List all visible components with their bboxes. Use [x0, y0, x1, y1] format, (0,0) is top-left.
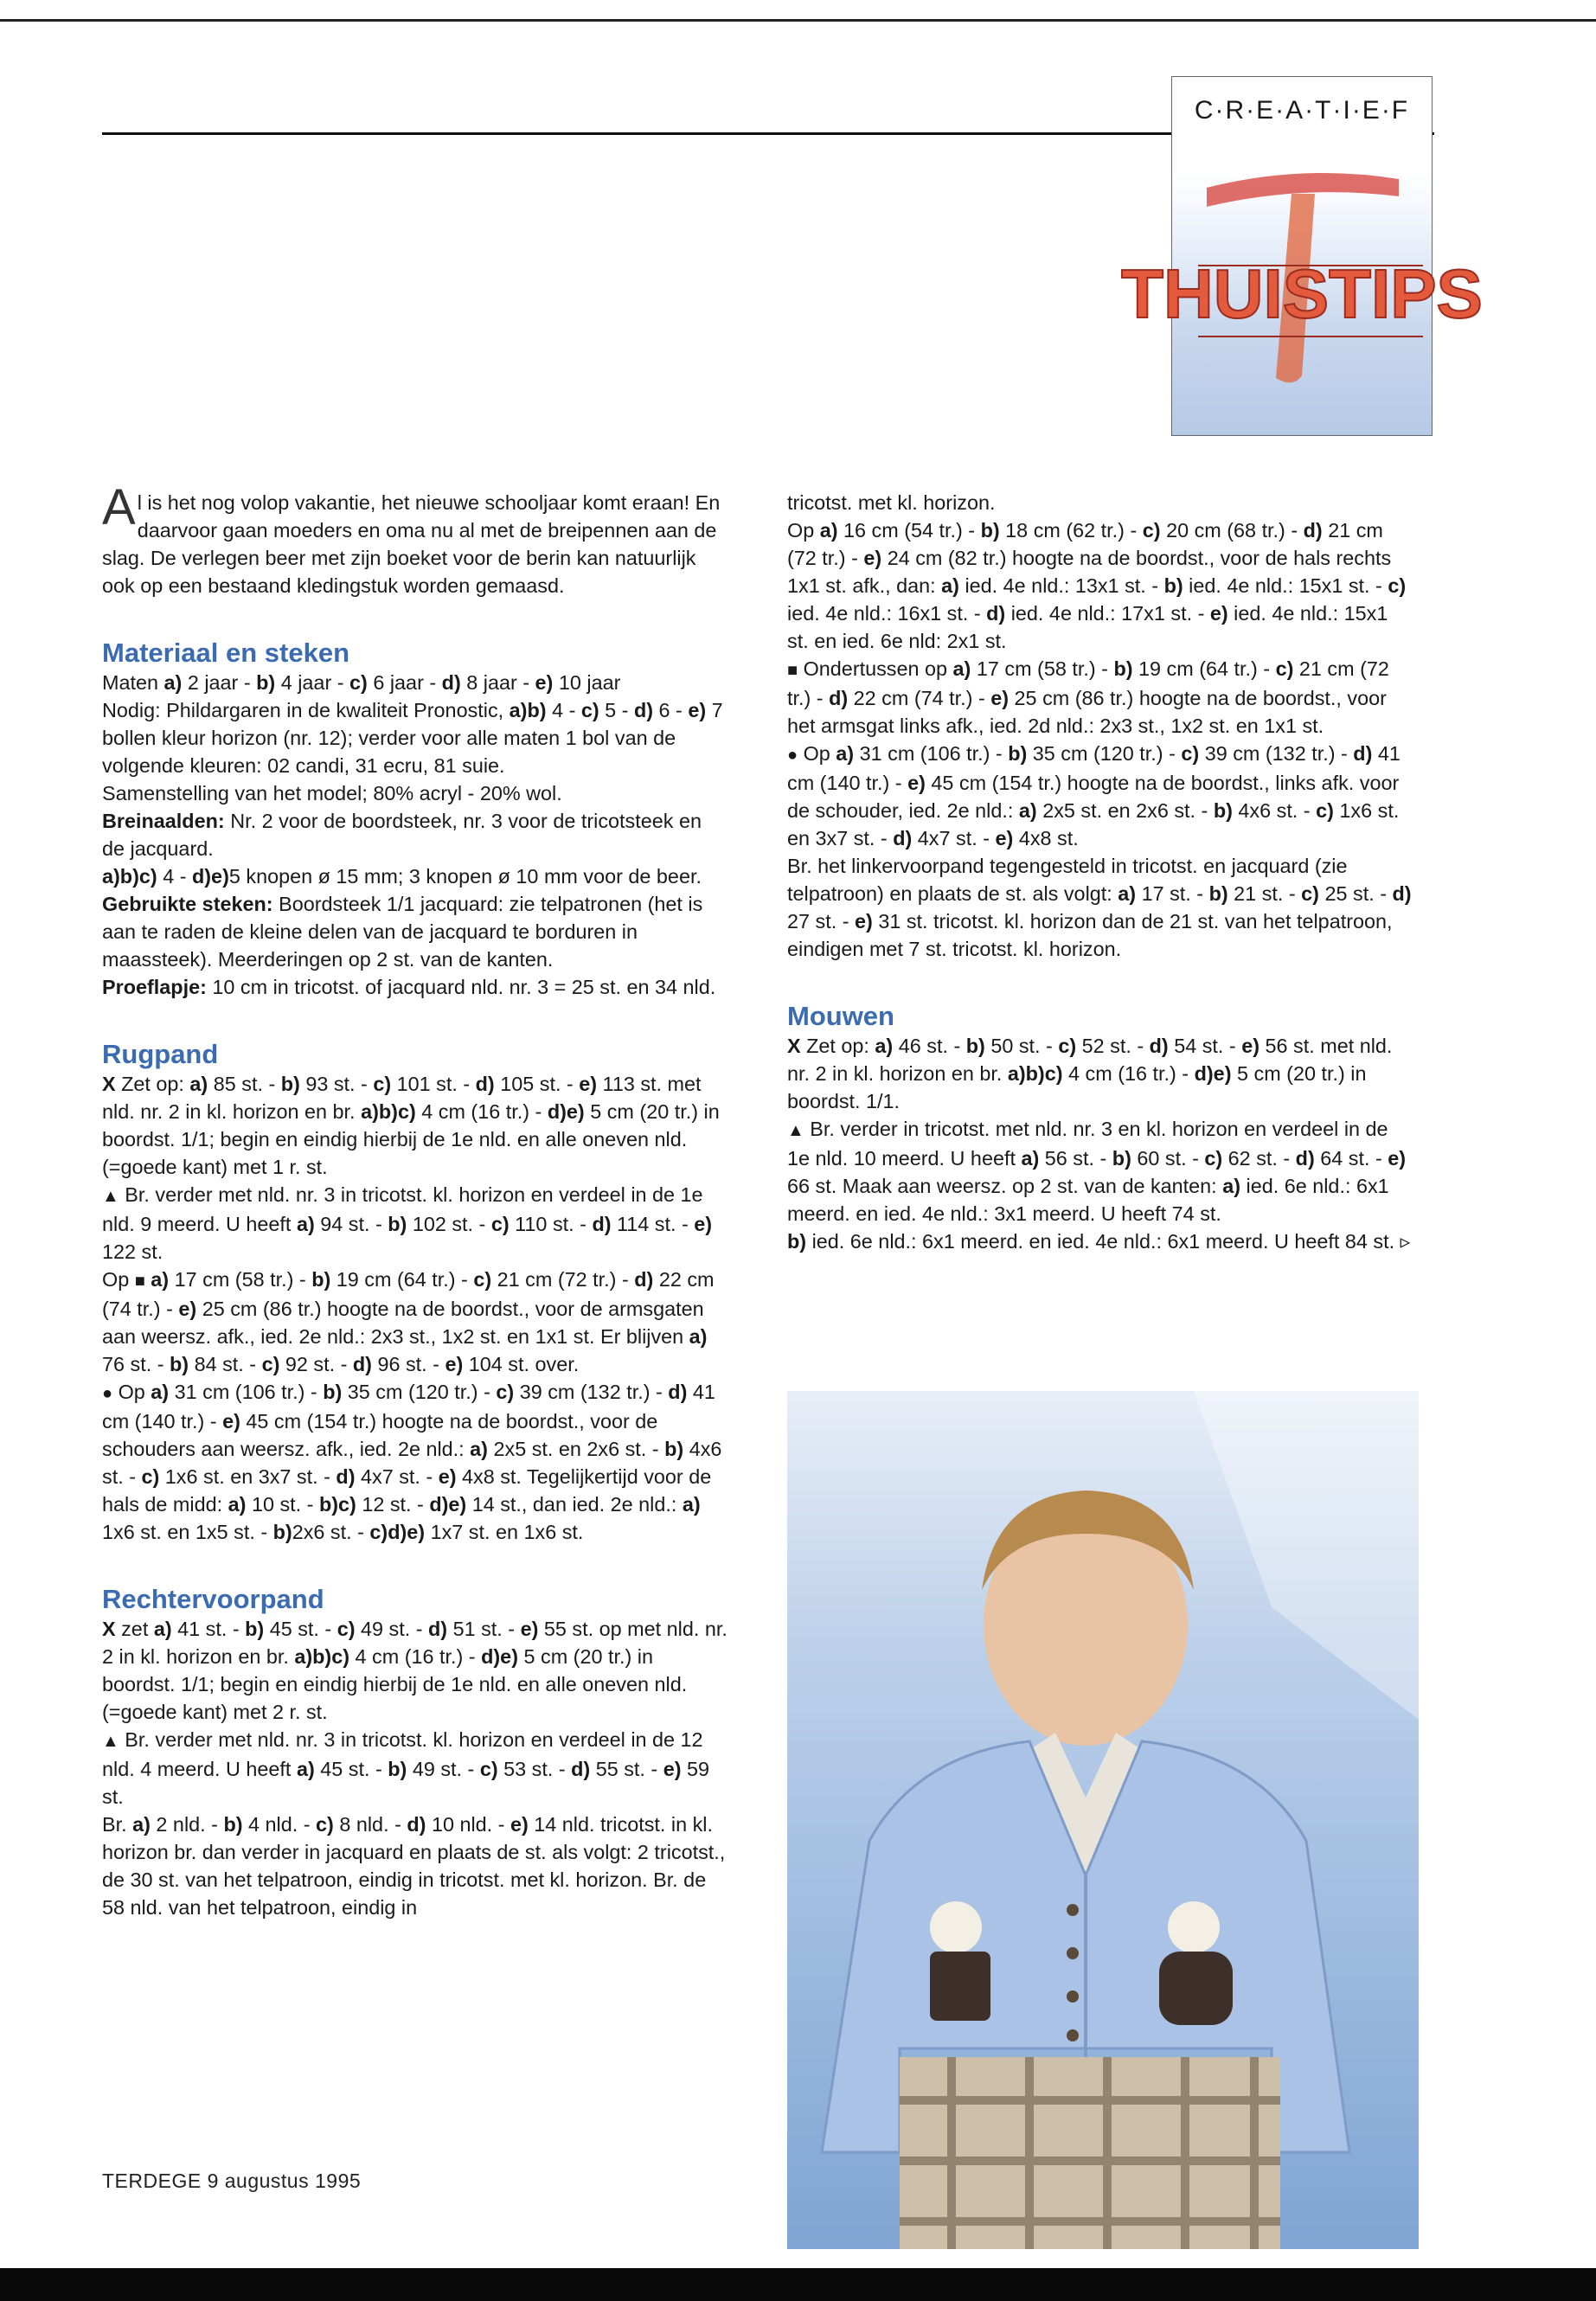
child-cardigan-photo	[787, 1391, 1419, 2249]
heading-materiaal: Materiaal en steken	[102, 638, 350, 668]
mouwen-b: b) ied. 6e nld.: 6x1 meerd. en ied. 4e nld.: 6x1 meerd. U heeft 84 st. ▹	[787, 1230, 1411, 1253]
right-linkervoorpand: Br. het linkervoorpand tegengesteld in tricotst. en jacquard (zie telpatroon) en plaats de st. als volgt: a) 17 st. - b) 21 st. - c) 25 st. - d) 27 st. - e) 31 st. tricotst. kl. horizon dan de 21 st. van het telpatroon, eindigen met 7 st. tricotst. kl. horizon.	[787, 855, 1412, 960]
rechter-verder: ▲ Br. verder met nld. nr. 3 in tricotst. kl. horizon en verdeel in de 12 nld. 4 meerd. U heeft a) 45 st. - b) 49 st. - c) 53 st. - d) 55 st. - e) 59 st.	[102, 1728, 710, 1808]
rechter-zet-op: X zet a) 41 st. - b) 45 st. - c) 49 st. - d) 51 st. - e) 55 st. op met nld. nr. 2 in kl. horizon en br. a)b)c) 4 cm (16 tr.) - d)e) 5 cm (20 tr.) in boordst. 1/1; begin en eindig hierbij de 1e nld. en alle oneven nld. (=goede kant) met 2 r. st.	[102, 1618, 727, 1723]
logo-title: THUISTIPS	[1121, 255, 1483, 332]
right-hals: Op a) 16 cm (54 tr.) - b) 18 cm (62 tr.) - c) 20 cm (68 tr.) - d) 21 cm (72 tr.) - e) 24 cm (82 tr.) hoogte na de boordst., voor de hals rechts 1x1 st. afk., dan: a) ied. 4e nld.: 13x1 st. - b) ied. 4e nld.: 15x1 st. - c) ied. 4e nld.: 16x1 st. - d) ied. 4e nld.: 17x1 st. - e) ied. 4e nld.: 15x1 st. en ied. 6e nld: 2x1 st.	[787, 519, 1407, 652]
mouwen-verder: ▲ Br. verder in tricotst. met nld. nr. 3 en kl. horizon en verdeel in de 1e nld. 10 meerd. U heeft a) 56 st. - b) 60 st. - c) 62 st. - d) 64 st. - e) 66 st. Maak aan weersz. op 2 st. van de kanten: a) ied. 6e nld.: 6x1 meerd. en ied. 4e nld.: 3x1 meerd. U heeft 74 st.	[787, 1118, 1407, 1225]
heading-mouwen: Mouwen	[787, 1001, 894, 1031]
rugpand-zet-op: X Zet op: a) 85 st. - b) 93 st. - c) 101 st. - d) 105 st. - e) 113 st. met nld. nr. 2 in kl. horizon en br. a)b)c) 4 cm (16 tr.) - d)e) 5 cm (20 tr.) in boordst. 1/1; begin en eindig hierbij de 1e nld. en alle oneven nld. (=goede kant) met 1 r. st.	[102, 1073, 720, 1178]
bottom-bar	[0, 2268, 1596, 2301]
rugpand-schouders: ● Op a) 31 cm (106 tr.) - b) 35 cm (120 tr.) - c) 39 cm (132 tr.) - d) 41 cm (140 tr.) - e) 45 cm (154 tr.) hoogte na de boordst., voor de schouders aan weersz. afk., ied. 2e nld.: a) 2x5 st. en 2x6 st. - b) 4x6 st. - c) 1x6 st. en 3x7 st. - d) 4x7 st. - e) 4x8 st. Tegelijkertijd voor de hals de midd: a) 10 st. - b)c) 12 st. - d)e) 14 st., dan ied. 2e nld.: a) 1x6 st. en 1x5 st. - b)2x6 st. - c)d)e) 1x7 st. en 1x6 st.	[102, 1381, 722, 1543]
footer-issue: TERDEGE 9 augustus 1995	[102, 2170, 362, 2192]
heading-rugpand: Rugpand	[102, 1039, 219, 1069]
top-rule	[0, 19, 1596, 22]
rugpand-armsgaten: Op ■ a) 17 cm (58 tr.) - b) 19 cm (64 tr.) - c) 21 cm (72 tr.) - d) 22 cm (74 tr.) - e) 25 cm (86 tr.) hoogte na de boordst., voor de armsgaten aan weersz. afk., ied. 2e nld.: 2x3 st., 1x2 st. en 1x1 st. Er blijven a) 76 st. - b) 84 st. - c) 92 st. - d) 96 st. - e) 104 st. over.	[102, 1268, 715, 1375]
heading-rechtervoorpand: Rechtervoorpand	[102, 1584, 324, 1614]
thuistips-logo	[1121, 76, 1483, 436]
logo-series-name: C·R·E·A·T·I·E·F	[1194, 96, 1410, 125]
intro-paragraph	[102, 479, 729, 599]
rugpand-verder: ▲ Br. verder met nld. nr. 3 in tricotst. kl. horizon en verdeel in de 1e nld. 9 meerd. U heeft a) 94 st. - b) 102 st. - c) 110 st. - d) 114 st. - e) 122 st.	[102, 1183, 713, 1263]
materiaal-maten: Maten a) 2 jaar - b) 4 jaar - c) 6 jaar - d) 8 jaar - e) 10 jaar Nodig: Phildargaren in de kwaliteit Pronostic, a)b) 4 - c) 5 - d) 6 - e) 7 bollen kleur horizon (nr. 12); verder voor alle maten 1 bol van de volgende kleuren: 02 candi, 31 ecru, 81 suie. Samenstelling van het model; 80% acryl - 20% wol. Breinaalden: Nr. 2 voor de boordsteek, nr. 3 voor de tricotsteek en de jacquard. a)b)c) 4 - d)e)5 knopen ø 15 mm; 3 knopen ø 10 mm voor de beer. Gebruikte steken: Boordsteek 1/1 jacquard: zie telpatronen (het is aan te raden de kleine delen van de jacquard te borduren in maassteek). Meerderingen op 2 st. van de kanten. Proeflapje: 10 cm in tricotst. of jacquard nld. nr. 3 = 25 st. en 34 nld.	[102, 671, 723, 998]
right-column	[787, 489, 1414, 1255]
mouwen-zet-op: X Zet op: a) 46 st. - b) 50 st. - c) 52 st. - d) 54 st. - e) 56 st. met nld. nr. 2 in kl. horizon en br. a)b)c) 4 cm (16 tr.) - d)e) 5 cm (20 tr.) in boordst. 1/1.	[787, 1035, 1393, 1112]
photo-illustration	[787, 1391, 1419, 2249]
intro-text: l is het nog volop vakantie, het nieuwe schooljaar komt eraan! En daarvoor gaan moeders en oma nu al met de breipennen aan de slag. De verlegen beer met zijn boeket voor de berin kan natuurlijk ook op een bestaand kledingstuk worden gemaasd.	[102, 491, 721, 597]
right-armsgat: ■ Ondertussen op a) 17 cm (58 tr.) - b) 19 cm (64 tr.) - c) 21 cm (72 tr.) - d) 22 cm (74 tr.) - e) 25 cm (86 tr.) hoogte na de boordst., voor het armsgat links afk., ied. 2d nld.: 2x3 st., 1x2 st. en 1x1 st.	[787, 657, 1389, 737]
right-schouder: ● Op a) 31 cm (106 tr.) - b) 35 cm (120 tr.) - c) 39 cm (132 tr.) - d) 41 cm (140 tr.) - e) 45 cm (154 tr.) hoogte na de boordst., links afk. voor de schouder, ied. 2e nld.: a) 2x5 st. en 2x6 st. - b) 4x6 st. - c) 1x6 st. en 3x7 st. - d) 4x7 st. - e) 4x8 st.	[787, 742, 1401, 849]
left-column	[102, 479, 729, 1921]
rechter-jacquard: Br. a) 2 nld. - b) 4 nld. - c) 8 nld. - d) 10 nld. - e) 14 nld. tricotst. in kl. horizon br. dan verder in jacquard en plaats de st. als volgt: 2 tricotst., de 30 st. van het telpatroon, eindig in tricotst. met kl. horizon. Br. de 58 nld. van het telpatroon, eindig in	[102, 1813, 726, 1919]
right-continuation: tricotst. met kl. horizon.	[787, 491, 996, 514]
logo-graphic	[1121, 77, 1483, 435]
drop-cap: A	[102, 479, 136, 535]
